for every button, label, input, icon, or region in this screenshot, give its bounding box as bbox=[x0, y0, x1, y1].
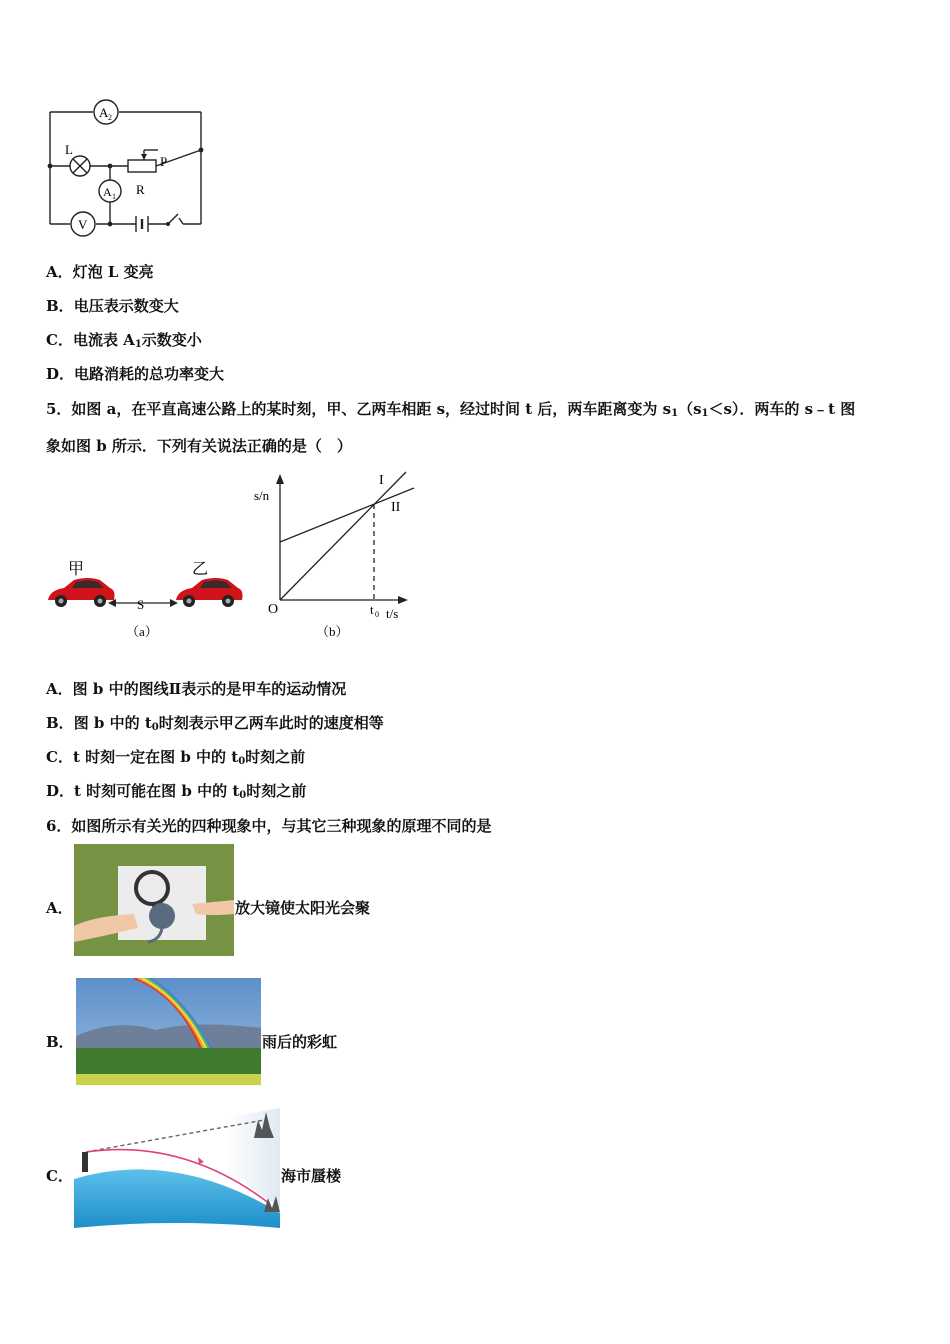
car-yi-label: 乙 bbox=[192, 561, 209, 578]
q6-option-a-key: A． bbox=[46, 899, 73, 917]
y-axis-label: s/n bbox=[254, 488, 270, 503]
q4-option-c: C．电流表 $A_1$示数变小 bbox=[46, 331, 202, 350]
q6-option-b-text: 雨后的彩虹 bbox=[262, 1033, 338, 1051]
figure-b-st-graph bbox=[246, 466, 426, 646]
magnifier-photo bbox=[74, 844, 234, 956]
graph-line-2 bbox=[280, 488, 414, 542]
q5-option-a: A．图 b 中的图线Ⅱ表示的是甲车的运动情况 bbox=[46, 680, 347, 698]
line-1-label: I bbox=[379, 473, 384, 488]
ammeter-a1-label: A bbox=[103, 185, 112, 199]
q5-stem-line1: 5．如图 a，在平直高速公路上的某时刻，甲、乙两车相距 s，经过时间 t 后，两车距离变为 $s_1(s_1<s)$．两车的 s﹣t 图 bbox=[46, 400, 856, 419]
car-jia-icon bbox=[48, 578, 115, 607]
voltmeter-label: V bbox=[78, 217, 88, 232]
mirage-diagram bbox=[74, 1108, 280, 1228]
ammeter-a1-sub: 1 bbox=[112, 192, 116, 201]
slider-p-label: P bbox=[160, 154, 168, 169]
car-yi-icon bbox=[176, 578, 243, 607]
lamp-label: L bbox=[65, 142, 73, 157]
car-jia-label: 甲 bbox=[68, 561, 85, 578]
q5-option-d: D．t 时刻可能在图 b 中的 $t_0$时刻之前 bbox=[46, 782, 307, 801]
q6-stem: 6．如图所示有关光的四种现象中，与其它三种现象的原理不同的是 bbox=[46, 817, 492, 835]
figure-b-caption: （b） bbox=[316, 624, 349, 639]
figure-a-cars bbox=[44, 556, 244, 642]
t0-sub: 0 bbox=[375, 610, 379, 619]
distance-label: S bbox=[137, 597, 145, 612]
circuit-diagram bbox=[40, 96, 220, 246]
t0-label: t bbox=[370, 602, 374, 617]
q6-option-a-text: 放大镜使太阳光会聚 bbox=[235, 899, 371, 917]
rainbow-photo bbox=[76, 978, 261, 1085]
q5-option-c: C．t 时刻一定在图 b 中的 $t_0$时刻之前 bbox=[46, 748, 306, 767]
figure-a-caption: （a） bbox=[126, 624, 158, 639]
ammeter-a2-label: A bbox=[99, 105, 109, 120]
graph-line-1 bbox=[280, 472, 406, 600]
q6-option-b-key: B． bbox=[46, 1033, 74, 1051]
q4-option-a: A．灯泡 L 变亮 bbox=[46, 263, 154, 281]
q4-option-b: B．电压表示数变大 bbox=[46, 297, 179, 315]
x-axis-label: t/s bbox=[386, 606, 399, 621]
q5-stem-line2: 象如图 b 所示．下列有关说法正确的是（ ） bbox=[46, 437, 352, 455]
resistor-label: R bbox=[136, 182, 145, 197]
origin-label: O bbox=[268, 602, 279, 617]
q6-option-c-text: 海市蜃楼 bbox=[281, 1167, 342, 1185]
ammeter-a2-sub: 2 bbox=[108, 113, 112, 122]
q6-option-c-key: C． bbox=[46, 1167, 73, 1185]
line-2-label: II bbox=[391, 500, 401, 515]
q5-option-b: B．图 b 中的 $t_0$时刻表示甲乙两车此时的速度相等 bbox=[46, 714, 384, 733]
observer-icon bbox=[82, 1152, 88, 1172]
q4-option-d: D．电路消耗的总功率变大 bbox=[46, 365, 225, 383]
